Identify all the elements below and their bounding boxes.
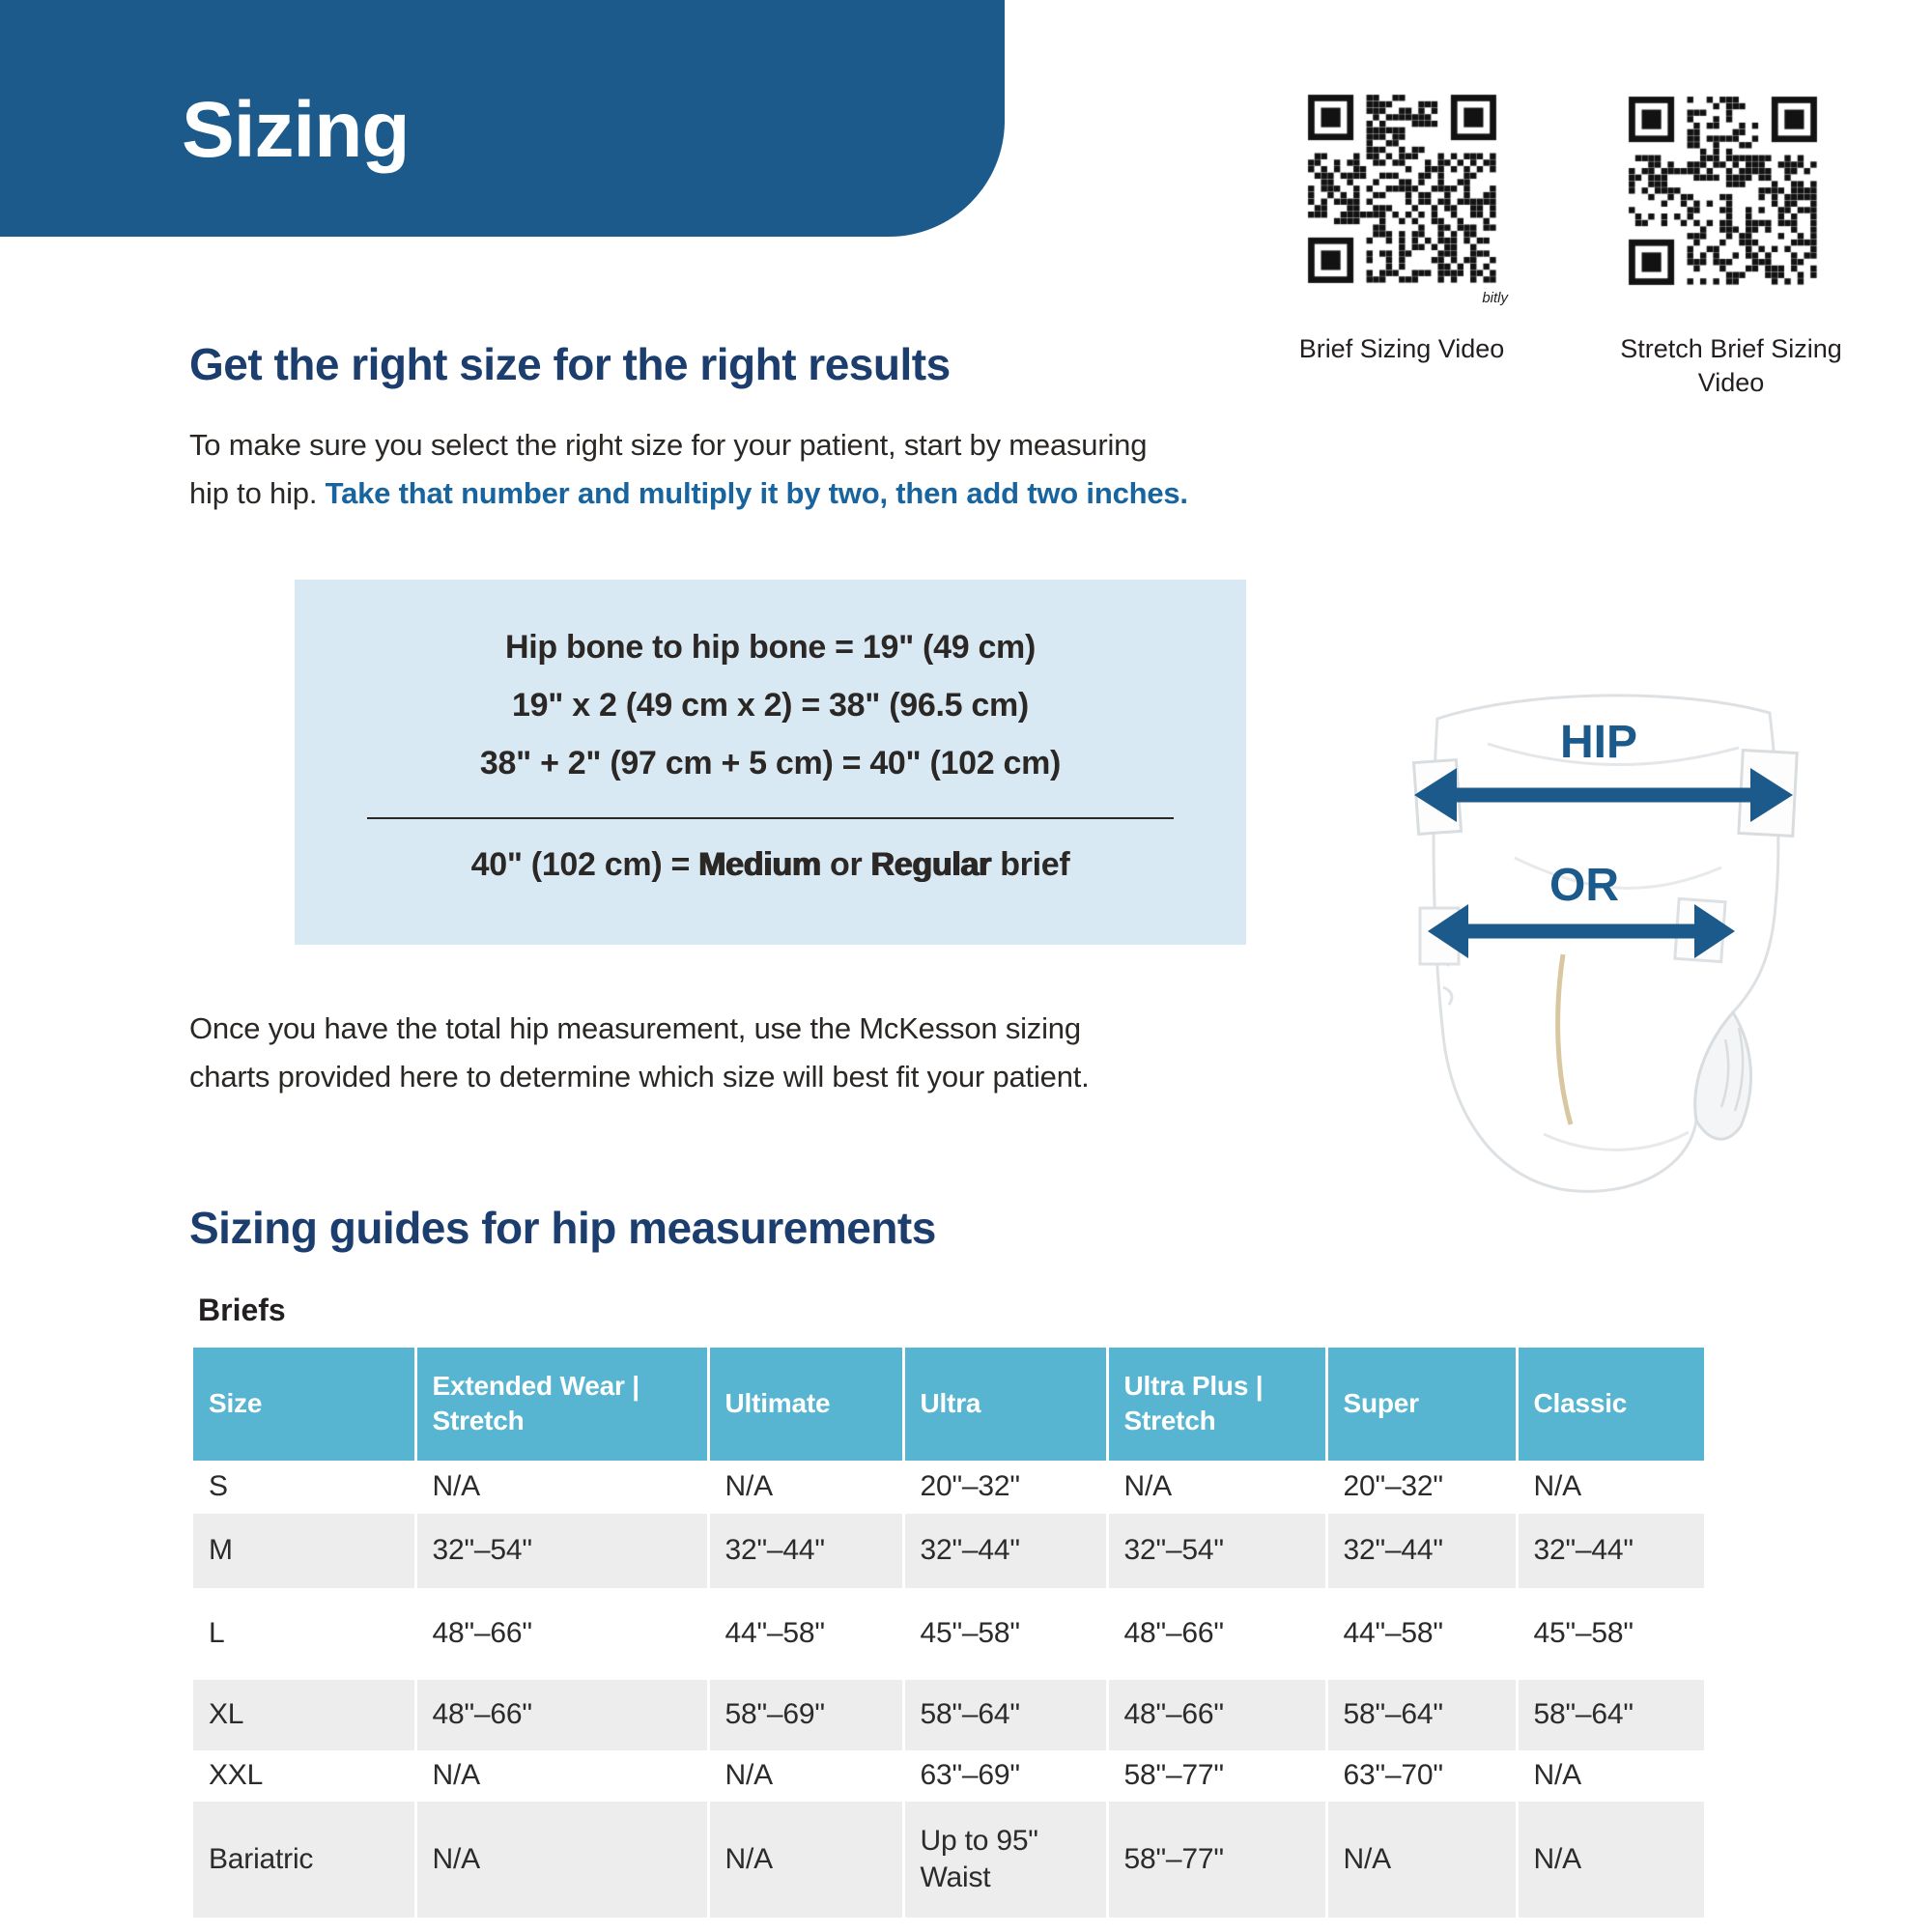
table-cell-l-5: 44"–58" bbox=[1326, 1589, 1517, 1678]
calc-result-line bbox=[295, 846, 1246, 884]
table-cell-s-4: N/A bbox=[1107, 1462, 1326, 1512]
qr-code-stretch-brief-sizing bbox=[1619, 87, 1827, 295]
table-cell-s-1: N/A bbox=[415, 1462, 708, 1512]
table-row-m bbox=[193, 1512, 1705, 1589]
table-cell-xxl-1: N/A bbox=[415, 1751, 708, 1800]
intro-line-2 bbox=[189, 469, 1188, 518]
table-cell-xxl-0: XXL bbox=[193, 1751, 415, 1800]
table-section-heading: Sizing guides for hip measurements bbox=[189, 1203, 936, 1253]
table-cell-m-6: 32"–44" bbox=[1517, 1512, 1705, 1589]
intro-line-2-emphasis: Take that number and multiply it by two, then add two inches. bbox=[325, 476, 1188, 510]
table-cell-bariatric-2: N/A bbox=[708, 1800, 903, 1918]
column-header-2: Ultimate bbox=[708, 1348, 903, 1462]
table-cell-s-5: 20"–32" bbox=[1326, 1462, 1517, 1512]
column-header-6: Classic bbox=[1517, 1348, 1705, 1462]
table-row-xl bbox=[193, 1678, 1705, 1751]
column-header-1: Extended Wear | Stretch bbox=[415, 1348, 708, 1462]
qr-caption-stretch-brief-sizing: Stretch Brief Sizing Video bbox=[1620, 334, 1842, 397]
table-cell-s-6: N/A bbox=[1517, 1462, 1705, 1512]
table-row-bariatric bbox=[193, 1800, 1705, 1918]
outro-line-2: charts provided here to determine which size will best fit your patient. bbox=[189, 1060, 1090, 1094]
hip-label: HIP bbox=[1559, 717, 1638, 768]
table-cell-xxl-2: N/A bbox=[708, 1751, 903, 1800]
table-cell-bariatric-6: N/A bbox=[1517, 1800, 1705, 1918]
qr-caption-brief-sizing: Brief Sizing Video bbox=[1298, 334, 1505, 363]
or-label: OR bbox=[1549, 860, 1619, 911]
table-cell-bariatric-5: N/A bbox=[1326, 1800, 1517, 1918]
table-header-row bbox=[193, 1348, 1705, 1462]
table-cell-l-4: 48"–66" bbox=[1107, 1589, 1326, 1678]
table-cell-l-2: 44"–58" bbox=[708, 1589, 903, 1678]
calc-result-suffix: brief bbox=[991, 846, 1070, 883]
outro-line-1: Once you have the total hip measurement, use the McKesson sizing bbox=[189, 1011, 1081, 1045]
column-header-5: Super bbox=[1326, 1348, 1517, 1462]
calc-line-2: 19" x 2 (49 cm x 2) = 38" (96.5 cm) bbox=[512, 687, 1029, 724]
outro-paragraph bbox=[189, 1005, 1090, 1101]
table-cell-xl-0: XL bbox=[193, 1678, 415, 1751]
table-cell-m-0: M bbox=[193, 1512, 415, 1589]
table-cell-m-5: 32"–44" bbox=[1326, 1512, 1517, 1589]
qr-code-brief-sizing-image bbox=[1298, 85, 1506, 293]
table-cell-m-4: 32"–54" bbox=[1107, 1512, 1326, 1589]
bitly-logo: bitly bbox=[1482, 290, 1508, 306]
calc-result-size-regular: Regular bbox=[870, 846, 992, 883]
brief-measurement-diagram bbox=[1401, 668, 1806, 1205]
header-banner bbox=[0, 0, 1005, 237]
calc-result-prefix: 40" (102 cm) = bbox=[470, 846, 699, 883]
calc-result-size-medium: Medium bbox=[698, 846, 821, 883]
table-cell-xl-5: 58"–64" bbox=[1326, 1678, 1517, 1751]
table-cell-bariatric-1: N/A bbox=[415, 1800, 708, 1918]
table-cell-xl-6: 58"–64" bbox=[1517, 1678, 1705, 1751]
table-cell-l-0: L bbox=[193, 1589, 415, 1678]
table-cell-xl-2: 58"–69" bbox=[708, 1678, 903, 1751]
qr-code-brief-sizing bbox=[1298, 85, 1508, 306]
table-cell-s-2: N/A bbox=[708, 1462, 903, 1512]
column-header-4: Ultra Plus | Stretch bbox=[1107, 1348, 1326, 1462]
calc-line-3: 38" + 2" (97 cm + 5 cm) = 40" (102 cm) bbox=[479, 745, 1062, 781]
table-row-xxl bbox=[193, 1751, 1705, 1800]
table-cell-xxl-3: 63"–69" bbox=[903, 1751, 1107, 1800]
table-cell-m-1: 32"–54" bbox=[415, 1512, 708, 1589]
page-title: Sizing bbox=[182, 86, 410, 174]
intro-line-1: To make sure you select the right size for your patient, start by measuring bbox=[189, 428, 1148, 462]
table-cell-xxl-4: 58"–77" bbox=[1107, 1751, 1326, 1800]
table-cell-s-3: 20"–32" bbox=[903, 1462, 1107, 1512]
table-cell-xxl-6: N/A bbox=[1517, 1751, 1705, 1800]
table-cell-m-2: 32"–44" bbox=[708, 1512, 903, 1589]
table-cell-xl-3: 58"–64" bbox=[903, 1678, 1107, 1751]
table-row-s bbox=[193, 1462, 1705, 1512]
table-cell-l-1: 48"–66" bbox=[415, 1589, 708, 1678]
table-cell-l-6: 45"–58" bbox=[1517, 1589, 1705, 1678]
qr-code-stretch-brief-sizing-image bbox=[1619, 87, 1827, 295]
calc-result-or: or bbox=[820, 846, 871, 883]
table-cell-bariatric-0: Bariatric bbox=[193, 1800, 415, 1918]
calc-line-1: Hip bone to hip bone = 19" (49 cm) bbox=[504, 629, 1037, 666]
column-header-0: Size bbox=[193, 1348, 415, 1462]
table-cell-l-3: 45"–58" bbox=[903, 1589, 1107, 1678]
intro-line-2-plain: hip to hip. bbox=[189, 476, 326, 510]
table-cell-xl-4: 48"–66" bbox=[1107, 1678, 1326, 1751]
table-cell-bariatric-3: Up to 95" Waist bbox=[903, 1800, 1107, 1918]
calculation-box bbox=[295, 580, 1246, 945]
column-header-3: Ultra bbox=[903, 1348, 1107, 1462]
intro-heading: Get the right size for the right results bbox=[189, 339, 951, 389]
sizing-table bbox=[193, 1348, 1707, 1918]
table-subheading: Briefs bbox=[198, 1293, 286, 1327]
table-cell-xxl-5: 63"–70" bbox=[1326, 1751, 1517, 1800]
table-cell-m-3: 32"–44" bbox=[903, 1512, 1107, 1589]
intro-paragraph bbox=[189, 421, 1188, 518]
calc-divider bbox=[367, 817, 1174, 819]
table-cell-s-0: S bbox=[193, 1462, 415, 1512]
table-cell-xl-1: 48"–66" bbox=[415, 1678, 708, 1751]
table-cell-bariatric-4: 58"–77" bbox=[1107, 1800, 1326, 1918]
table-row-l bbox=[193, 1589, 1705, 1678]
